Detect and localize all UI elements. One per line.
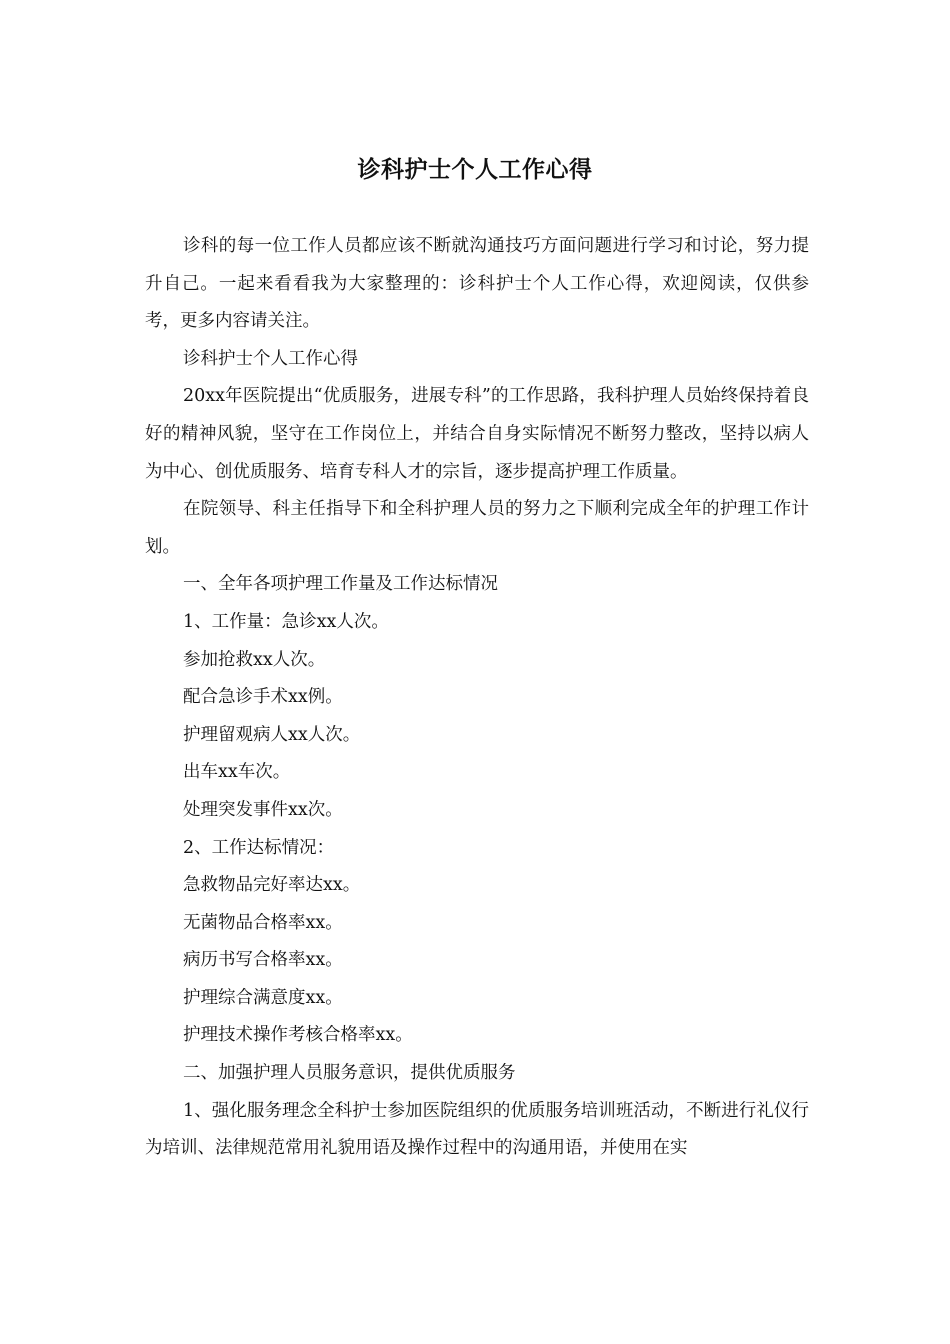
list-item: 无菌物品合格率xx。 (183, 912, 343, 933)
list-item: 配合急诊手术xx例。 (183, 687, 343, 708)
section-heading: 一、全年各项护理工作量及工作达标情况 (183, 574, 498, 595)
section-heading: 二、加强护理人员服务意识，提供优质服务 (183, 1063, 516, 1084)
paragraph-intro: 诊科的每一位工作人员都应该不断就沟通技巧方面问题进行学习和讨论，努力提升自己。一起来看看我为大家整理的：诊科护士个人工作心得，欢迎阅读，仅供参考，更多内容请关注。 (145, 236, 809, 332)
document-body (145, 228, 809, 1168)
list-item: 处理突发事件xx次。 (183, 799, 343, 820)
list-item: 护理综合满意度xx。 (183, 987, 343, 1008)
paragraph: 1、强化服务理念全科护士参加医院组织的优质服务培训班活动，不断进行礼仪行为培训、法律规范常用礼貌用语及操作过程中的沟通用语，并使用在实 (145, 1100, 809, 1159)
paragraph-subtitle: 诊科护士个人工作心得 (183, 348, 358, 369)
list-item: 2、工作达标情况： (183, 837, 335, 858)
list-item: 病历书写合格率xx。 (183, 950, 343, 971)
list-item: 护理技术操作考核合格率xx。 (183, 1025, 413, 1046)
document-title: 诊科护士个人工作心得 (357, 157, 593, 183)
list-item: 参加抢救xx人次。 (183, 649, 326, 670)
list-item: 1、工作量：急诊xx人次。 (183, 611, 389, 632)
list-item: 护理留观病人xx人次。 (183, 724, 361, 745)
paragraph: 在院领导、科主任指导下和全科护理人员的努力之下顺利完成全年的护理工作计划。 (145, 499, 809, 557)
paragraph: 20xx年医院提出“优质服务，进展专科”的工作思路，我科护理人员始终保持着良好的精神风貌，坚守在工作岗位上，并结合自身实际情况不断努力整改，坚持以病人为中心、创优质服务、培育专科人才的宗旨，逐步提高护理工作质量。 (145, 386, 809, 482)
list-item: 急救物品完好率达xx。 (183, 875, 361, 896)
list-item: 出车xx车次。 (183, 762, 291, 783)
